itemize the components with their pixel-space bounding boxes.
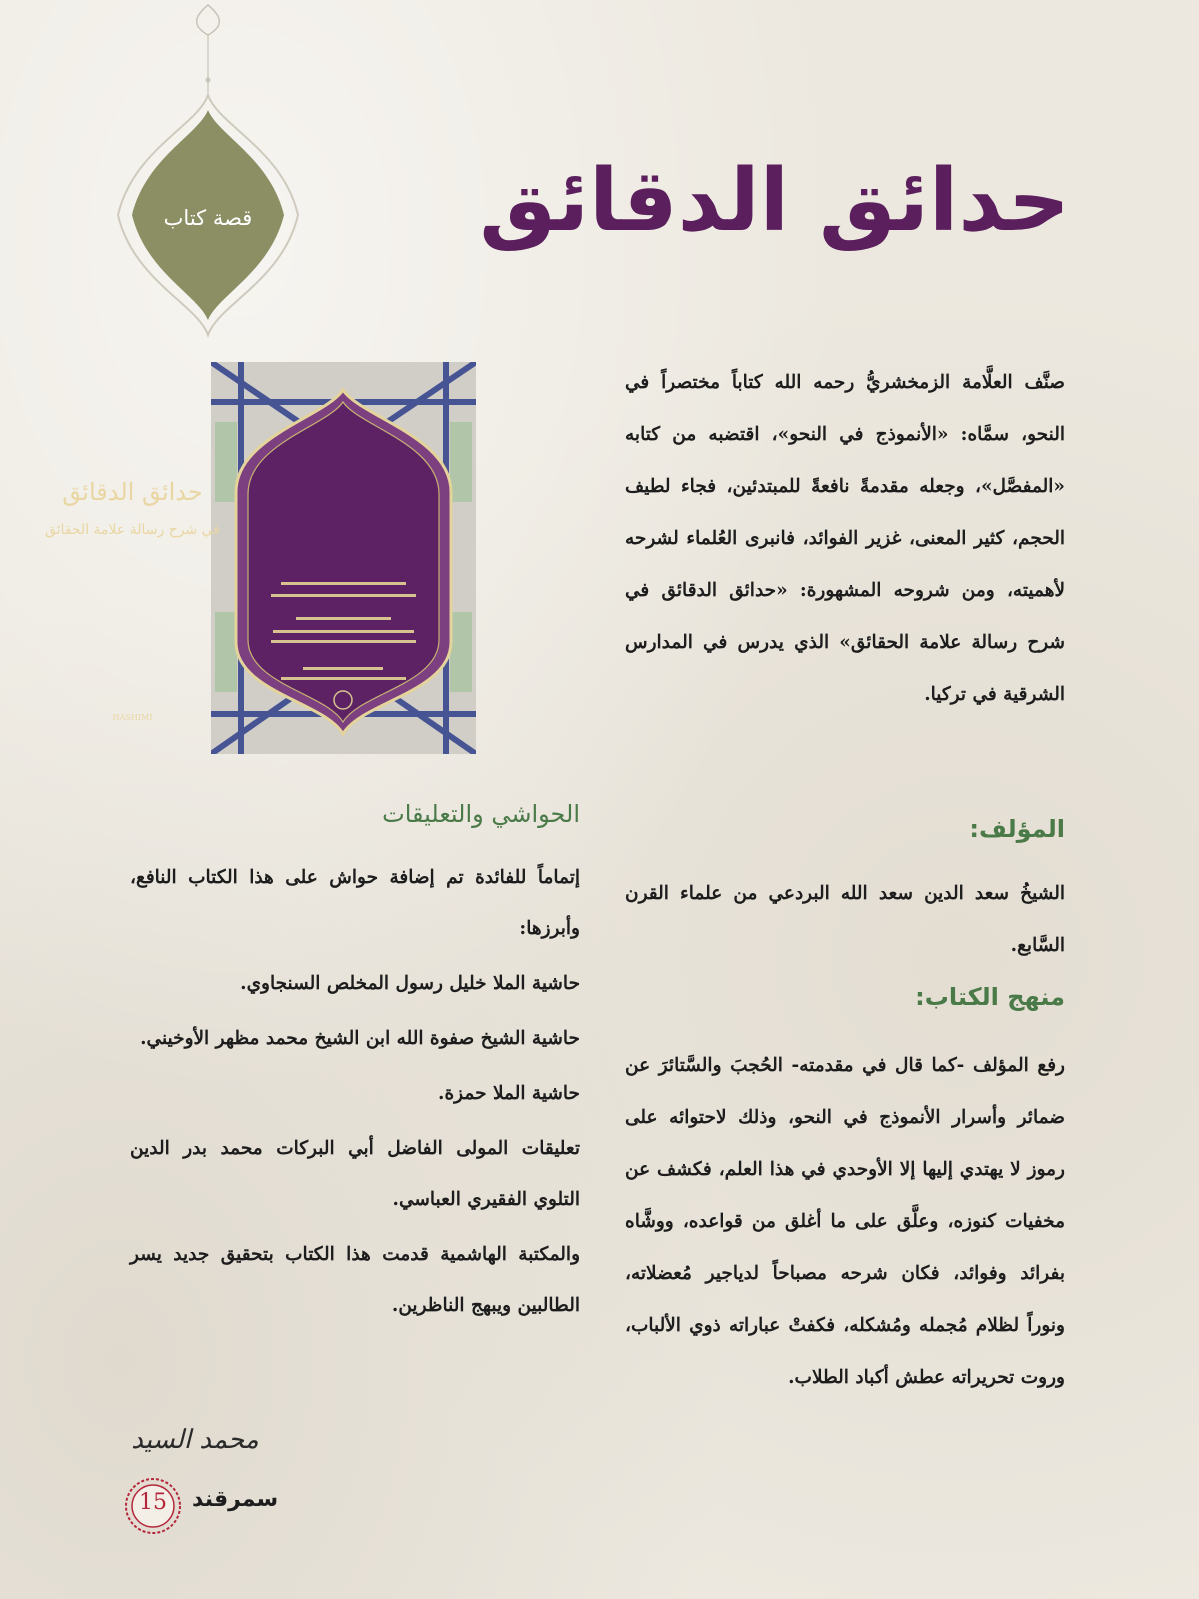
section-label: قصة كتاب — [163, 206, 253, 230]
book-cover-image — [211, 362, 476, 754]
cover-title: حدائق الدقائق — [62, 478, 203, 506]
article-title: حدائق الدقائق — [479, 151, 1070, 251]
cover-subtitle: في شرح رسالة علامة الحقائق — [44, 522, 220, 538]
intro-text: صنَّف العلَّامة الزمخشريُّ رحمه الله كتاباً مختصراً في النحو، سمَّاه: «الأنموذج في النحو»، اقتضبه من كتابه «المفصَّل»، وجعله مقدمةً نافعةً للمبتدئين، فجاء لطيف الحجم، كثير المعنى، غزير الفوائد، فانبرى العُلماء لشرحه لأهميته، ومن شروحه المشهورة: «حدائق الدقائق في شرح رسالة علامة الحقائق» الذي يدرس في المدارس الشرقية في تركيا. — [625, 372, 1065, 705]
author-text: الشيخُ سعد الدين سعد الله البردعي من علماء القرن السَّابع. — [625, 883, 1065, 956]
cover-publisher: HASHIMI — [112, 713, 153, 722]
author-heading: المؤلف: — [969, 815, 1065, 843]
intro-paragraph — [625, 357, 1065, 721]
notes-section — [130, 852, 580, 1331]
section-ornament — [108, 0, 308, 345]
method-heading: منهج الكتاب: — [915, 983, 1065, 1011]
notes-paragraph: تعليقات المولى الفاضل أبي البركات محمد بدر الدين التلوي الفقيري العباسي. — [130, 1138, 580, 1210]
method-text: رفع المؤلف -كما قال في مقدمته- الحُجبَ والسَّتائرَ عن ضمائر وأسرار الأنموذج في النحو، وذلك لاحتوائه على رموز لا يهتدي إليها إلا الأوحدي في هذا العلم، فكشف عن مخفيات كنوزه، وعلَّق على ما أغلق من قواعده، ووشَّاه بفرائد وفوائد، فكان شرحه مصباحاً لدياجير مُعضلاته، ونوراً لظلام مُجمله ومُشكله، فكفتْ عباراته ذوي الألباب، وروت تحريراته عطش أكباد الطلاب. — [625, 1055, 1065, 1388]
notes-paragraph: إتماماً للفائدة تم إضافة حواش على هذا الكتاب النافع، وأبرزها: — [130, 867, 580, 939]
method-section — [625, 1040, 1065, 1404]
notes-heading: الحواشي والتعليقات — [382, 800, 580, 828]
notes-paragraph: والمكتبة الهاشمية قدمت هذا الكتاب بتحقيق جديد يسر الطالبين ويبهج الناظرين. — [130, 1244, 580, 1316]
page-number: 15 — [139, 1490, 167, 1515]
notes-paragraph: حاشية الملا حمزة. — [438, 1083, 580, 1104]
author-section — [625, 868, 1065, 972]
notes-paragraph: حاشية الشيخ صفوة الله ابن الشيخ محمد مظهر الأوخيني. — [140, 1028, 580, 1049]
notes-paragraph: حاشية الملا خليل رسول المخلص السنجاوي. — [240, 973, 580, 994]
author-signature: محمد السيد — [131, 1425, 259, 1455]
magazine-name: سمرقند — [192, 1487, 279, 1512]
